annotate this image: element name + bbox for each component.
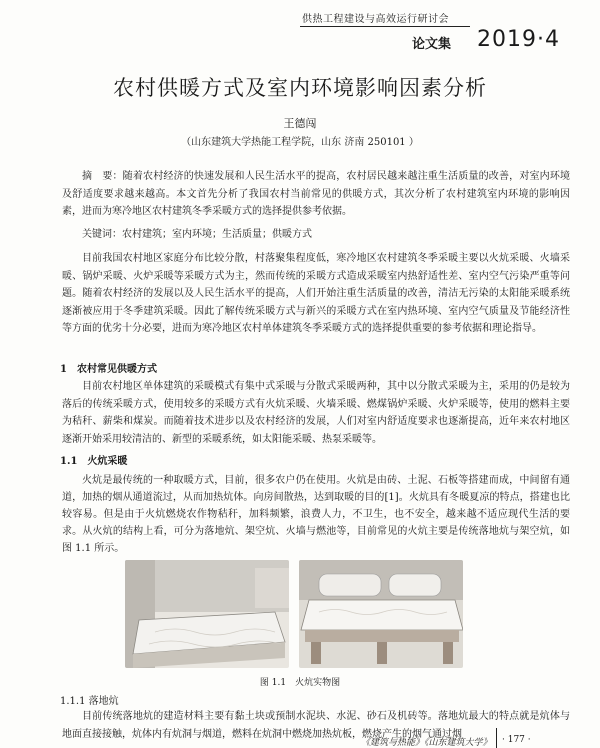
journal-name: 供热工程建设与高效运行研讨会 [302,14,449,25]
section-1-1-1-paragraph: 目前传统落地炕的建造材料主要有黏土块或预制水泥块、水泥、砂石及机砖等。落地炕最大的特点就是炕体与地面直接接触，炕体内有炕洞与烟道，燃料在炕洞中燃烧加热炕板，燃烧产生的烟气通过烟 [62,711,570,740]
keywords: 关键词：农村建筑；室内环境；生活质量；供暖方式 [82,229,312,240]
figure-caption: 图 1.1 火炕实物图 [259,678,341,688]
affiliation: （山东建筑大学热能工程学院，山东 济南 250101 ） [181,137,419,148]
section-1-1-1-heading: 1.1.1 落地炕 [60,696,119,707]
abstract: 摘 要：随着农村经济的快速发展和人民生活水平的提高，农村居民越来越注重生活质量的改善，对室内环境及舒适度要求越来越高。本文首先分析了我国农村当前常见的供暖方式，其次分析了农村建筑室内环境的影响因素，进而为寒冷地区农村建筑冬季采暖方式的选择提供参考依据。 [62,171,570,218]
footer-source: 《建筑与热能》《山东建筑大学》 [361,738,492,748]
section-1-heading: 1 农村常见供暖方式 [60,364,157,375]
page-number: · 177 · [502,735,531,745]
section-1-1-paragraph: 火炕是最传统的一种取暖方式，目前，很多农户仍在使用。火炕是由砖、土泥、石板等搭建而成，中间留有通道，加热的烟从通道流过，从而加热炕体。向房间散热，达到取暖的目的[1]。火炕具有冬暖夏凉的特点，搭建也比较容易。但是由于火炕燃烧农作物秸秆，加料频繁，浪费人力，不卫生，也不安全，越来越不适应现代生活的要求。从火炕的结构上看，可分为落地炕、架空炕、火墙与燃池等，目前常见的火炕主要是传统落地炕与架空炕，如图 1.1 所示。 [62,475,570,554]
section-1-1-heading: 1.1 火炕采暖 [60,456,128,467]
author: 王德闯 [283,117,317,130]
header-rule [300,26,470,27]
footer-rule [496,728,497,748]
kang-photo-left [125,560,289,668]
year-issue: 2019·4 [477,27,560,52]
paper-title: 农村供暖方式及室内环境影响因素分析 [113,76,487,100]
kang-photo-right [299,560,463,668]
collection-label: 论文集 [412,37,452,52]
intro-paragraph: 目前我国农村地区家庭分布比较分散，村落聚集程度低，寒冷地区农村建筑冬季采暖主要以火炕采暖、火墙采暖、锅炉采暖、火炉采暖等采暖方式为主，然而传统的采暖方式造成采暖室内热舒适性差、室内空气污染严重等问题。随着农村经济的发展以及人民生活水平的提高，人们开始注重生活质量的改善，清洁无污染的太阳能采暖系统逐渐被应用于冬季建筑采暖。因此了解传统采暖方式与新兴的采暖方式在室内热环境、室内空气质量及节能经济性等方面的优劣十分必要，进而为寒冷地区农村单体建筑冬季采暖方式的选择提供重要的参考依据和理论指导。 [62,253,570,335]
section-1-paragraph: 目前农村地区单体建筑的采暖模式有集中式采暖与分散式采暖两种，其中以分散式采暖为主，采用的仍是较为落后的传统采暖方式，使用较多的采暖方式有火炕采暖、火墙采暖、燃煤锅炉采暖、火炉采暖等，使用的燃料主要为秸秆、薪柴和煤炭。而随着技术进步以及农村经济的发展，人们对室内舒适度要求也逐渐提高，近年来农村地区逐渐开始采用较清洁的、新型的采暖系统，如太阳能采暖、热泵采暖等。 [62,381,570,445]
